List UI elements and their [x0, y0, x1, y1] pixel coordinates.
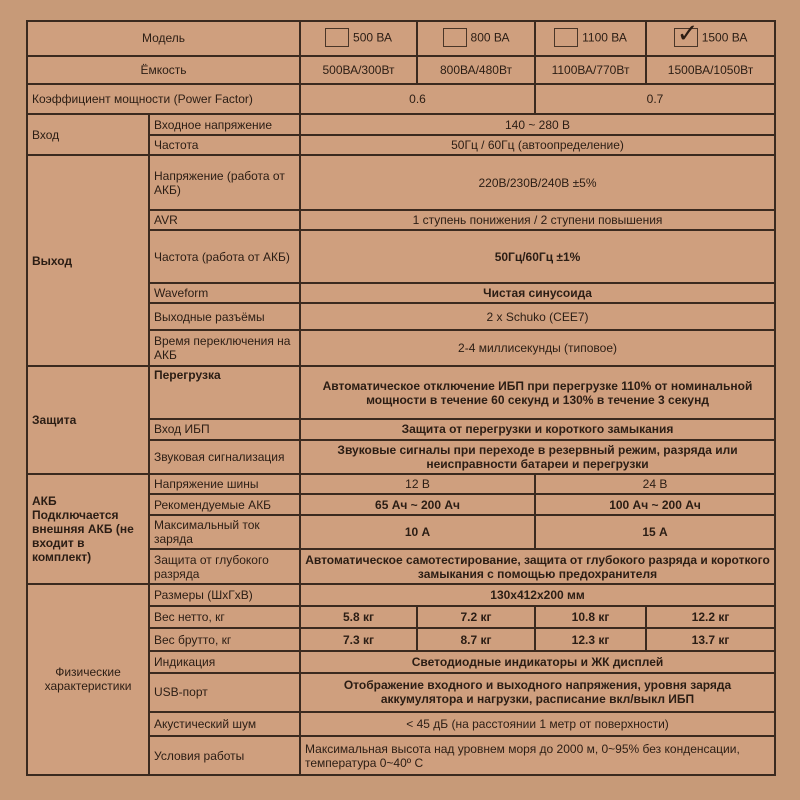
usb-port-value: Отображение входного и выходного напряжения, уровня заряда аккумулятора и нагрузки, расписание вкл/выкл ИБП — [300, 673, 775, 712]
avr-label: AVR — [149, 210, 300, 230]
capacity-label: Ёмкость — [27, 56, 300, 84]
noise-label: Акустический шум — [149, 712, 300, 736]
power-factor-label: Коэффициент мощности (Power Factor) — [27, 84, 300, 114]
recommended-battery-small: 65 Ач ~ 200 Ач — [300, 494, 535, 514]
transfer-time-label: Время переключения на АКБ — [149, 330, 300, 367]
charge-current-small: 10 А — [300, 515, 535, 550]
net-weight-label: Вес нетто, кг — [149, 606, 300, 628]
checkmark-icon: ✓ — [676, 21, 699, 49]
capacity-value: 1500ВА/1050Вт — [646, 56, 775, 84]
outlets-label: Выходные разъёмы — [149, 303, 300, 329]
input-voltage-label: Входное напряжение — [149, 114, 300, 134]
group-output: Выход — [27, 155, 149, 366]
net-weight-value: 7.2 кг — [417, 606, 535, 628]
model-name: 1100 ВА — [582, 30, 627, 45]
gross-weight-value: 7.3 кг — [300, 628, 417, 650]
checkbox-icon — [443, 28, 467, 47]
alarm-label: Звуковая сигнализация — [149, 440, 300, 475]
table-row — [27, 56, 775, 84]
ups-input-label: Вход ИБП — [149, 419, 300, 439]
table-row — [27, 584, 775, 606]
usb-port-label: USB-порт — [149, 673, 300, 712]
capacity-value: 500ВА/300Вт — [300, 56, 417, 84]
indication-label: Индикация — [149, 651, 300, 673]
noise-value: < 45 дБ (на расстоянии 1 метр от поверхности) — [300, 712, 775, 736]
model-name: 500 ВА — [353, 30, 392, 45]
group-protection: Защита — [27, 366, 149, 474]
model-option-800[interactable] — [417, 21, 535, 56]
input-voltage-value: 140 ~ 280 В — [300, 114, 775, 134]
recommended-battery-label: Рекомендуемые АКБ — [149, 494, 300, 514]
table-row — [27, 155, 775, 210]
dimensions-label: Размеры (ШхГхВ) — [149, 584, 300, 606]
model-option-1500[interactable] — [646, 21, 775, 56]
checkbox-checked-icon — [674, 21, 699, 49]
bus-voltage-large: 24 В — [535, 474, 775, 494]
model-label: Модель — [27, 21, 300, 56]
overload-label: Перегрузка — [149, 366, 300, 419]
waveform-value: Чистая синусоида — [300, 283, 775, 303]
net-weight-value: 12.2 кг — [646, 606, 775, 628]
group-physical: Физические характеристики — [27, 584, 149, 775]
transfer-time-value: 2-4 миллисекунды (типовое) — [300, 330, 775, 367]
group-battery: АКБ Подключается внешняя АКБ (не входит в комплект) — [27, 474, 149, 584]
conditions-value: Максимальная высота над уровнем моря до 2000 м, 0~95% без конденсации, температура 0~40º С — [300, 736, 775, 775]
indication-value: Светодиодные индикаторы и ЖК дисплей — [300, 651, 775, 673]
battery-frequency-value: 50Гц/60Гц ±1% — [300, 230, 775, 283]
gross-weight-value: 8.7 кг — [417, 628, 535, 650]
model-option-1100[interactable] — [535, 21, 646, 56]
waveform-label: Waveform — [149, 283, 300, 303]
net-weight-value: 10.8 кг — [535, 606, 646, 628]
checkbox-icon — [325, 28, 349, 47]
recommended-battery-large: 100 Ач ~ 200 Ач — [535, 494, 775, 514]
net-weight-value: 5.8 кг — [300, 606, 417, 628]
gross-weight-value: 13.7 кг — [646, 628, 775, 650]
charge-current-large: 15 А — [535, 515, 775, 550]
dimensions-value: 130x412x200 мм — [300, 584, 775, 606]
table-row — [27, 21, 775, 56]
conditions-label: Условия работы — [149, 736, 300, 775]
deep-discharge-value: Автоматическое самотестирование, защита от глубокого разряда и короткого замыкания с помощью предохранителя — [300, 549, 775, 584]
battery-voltage-label: Напряжение (работа от АКБ) — [149, 155, 300, 210]
power-factor-large: 0.7 — [535, 84, 775, 114]
spec-sheet — [26, 20, 774, 776]
outlets-value: 2 x Schuko (CEE7) — [300, 303, 775, 329]
capacity-value: 800ВА/480Вт — [417, 56, 535, 84]
table-row — [27, 114, 775, 134]
group-input: Вход — [27, 114, 149, 155]
deep-discharge-label: Защита от глубокого разряда — [149, 549, 300, 584]
model-name: 800 ВА — [470, 30, 510, 45]
checkbox-icon — [554, 28, 578, 47]
table-row — [27, 474, 775, 494]
model-name: 1500 ВА — [701, 30, 748, 45]
model-option-500[interactable] — [300, 21, 417, 56]
avr-value: 1 ступень понижения / 2 ступени повышения — [300, 210, 775, 230]
gross-weight-label: Вес брутто, кг — [149, 628, 300, 650]
input-frequency-label: Частота — [149, 135, 300, 155]
bus-voltage-small: 12 В — [300, 474, 535, 494]
gross-weight-value: 12.3 кг — [535, 628, 646, 650]
power-factor-small: 0.6 — [300, 84, 535, 114]
ups-input-value: Защита от перегрузки и короткого замыкания — [300, 419, 775, 439]
table-row — [27, 366, 775, 419]
overload-value: Автоматическое отключение ИБП при перегрузке 110% от номинальной мощности в течение 60 секунд и 130% в течение 3 секунд — [300, 366, 775, 419]
battery-voltage-value: 220В/230В/240В ±5% — [300, 155, 775, 210]
bus-voltage-label: Напряжение шины — [149, 474, 300, 494]
capacity-value: 1100ВА/770Вт — [535, 56, 646, 84]
input-frequency-value: 50Гц / 60Гц (автоопределение) — [300, 135, 775, 155]
charge-current-label: Максимальный ток заряда — [149, 515, 300, 550]
spec-table — [26, 20, 776, 776]
table-row — [27, 84, 775, 114]
alarm-value: Звуковые сигналы при переходе в резервный режим, разряда или неисправности батареи и перегрузки — [300, 440, 775, 475]
battery-frequency-label: Частота (работа от АКБ) — [149, 230, 300, 283]
